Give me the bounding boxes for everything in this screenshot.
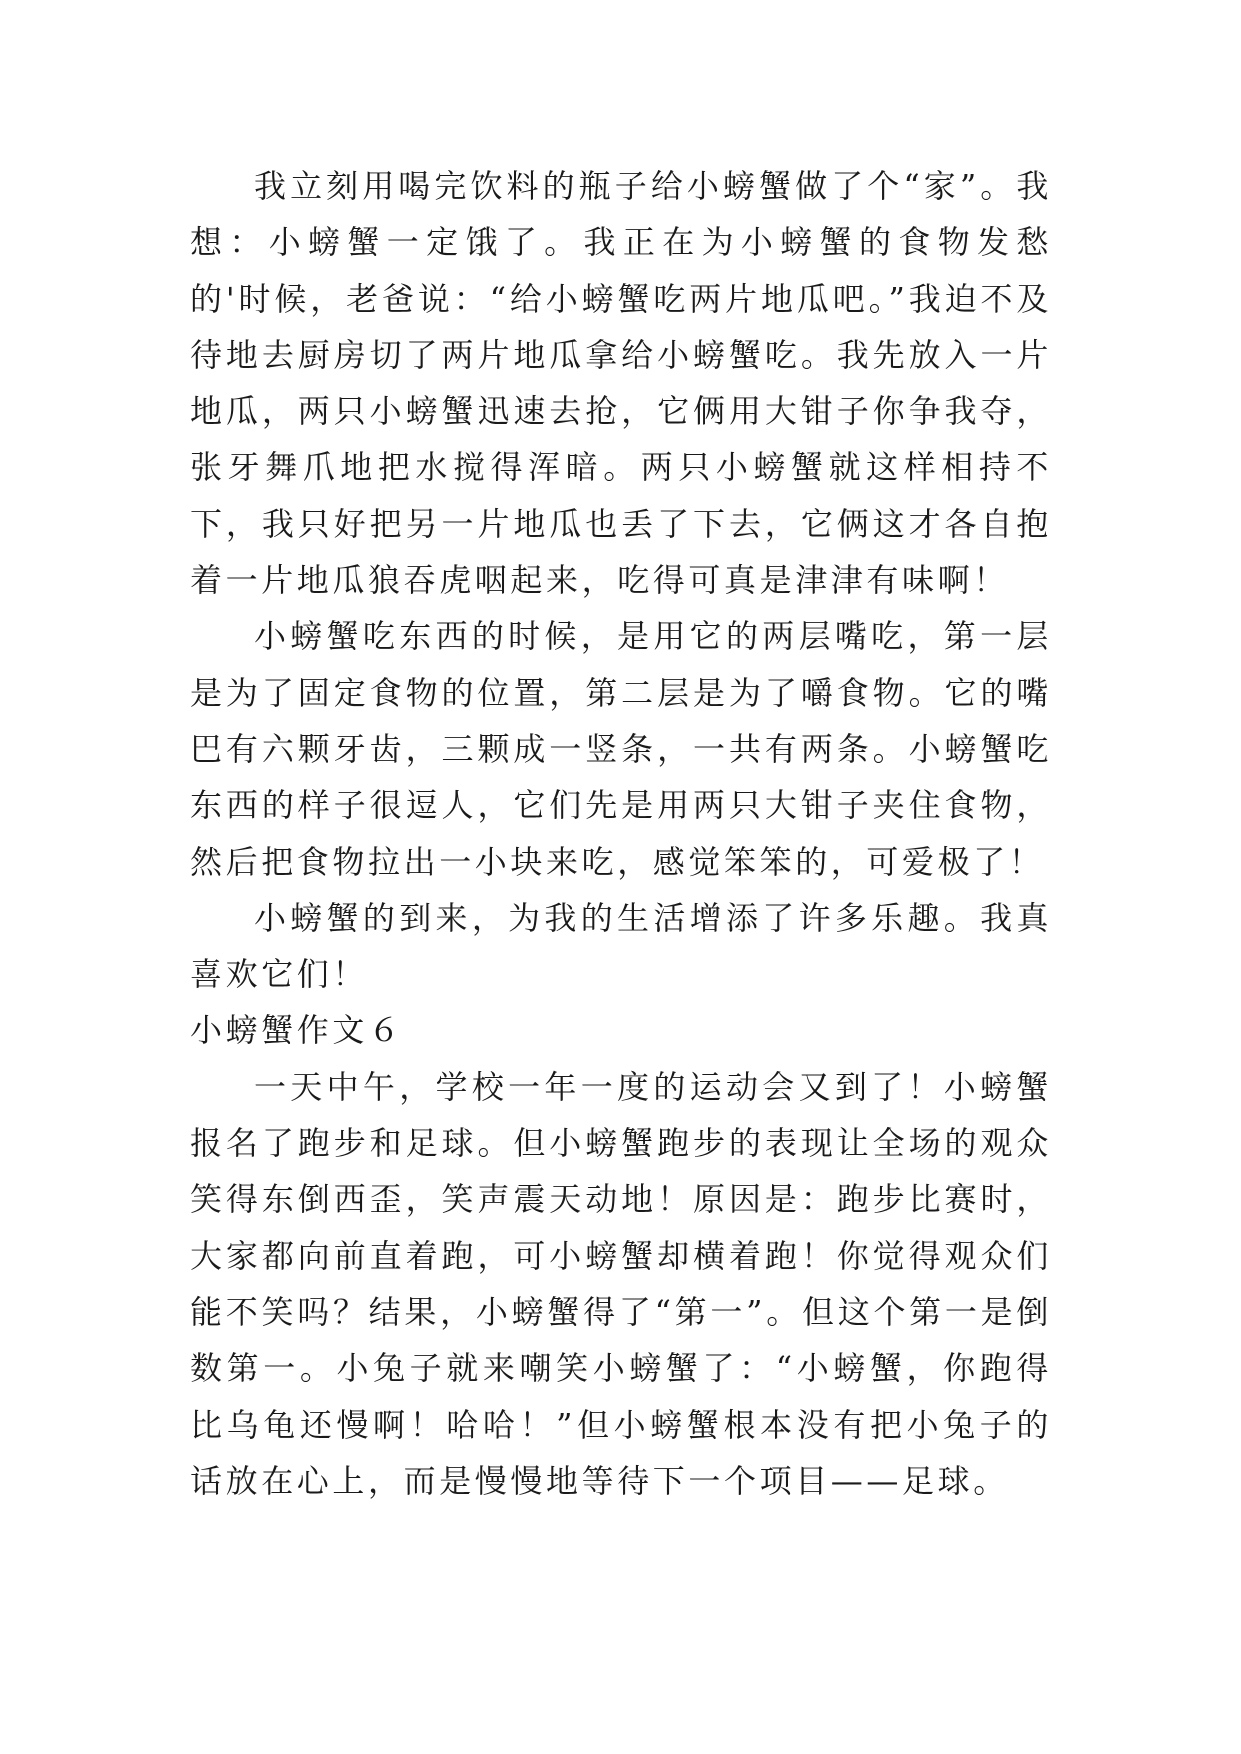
paragraph-crab-eating: 小螃蟹吃东西的时候，是用它的两层嘴吃，第一层是为了固定食物的位置，第二层是为了嚼食物。它的嘴巴有六颗牙齿，三颗成一竖条，一共有两条。小螃蟹吃东西的样子很逗人，它们先是用两只大钳子夹住食物，然后把食物拉出一小块来吃，感觉笨笨的，可爱极了！	[190, 617, 1052, 881]
paragraph-sports-day: 一天中午，学校一年一度的运动会又到了！小螃蟹报名了跑步和足球。但小螃蟹跑步的表现让全场的观众笑得东倒西歪，笑声震天动地！原因是：跑步比赛时，大家都向前直着跑，可小螃蟹却横着跑！你觉得观众们能不笑吗？结果，小螃蟹得了“第一”。但这个第一是倒数第一。小兔子就来嘲笑小螃蟹了：“小螃蟹，你跑得比乌龟还慢啊！哈哈！”但小螃蟹根本没有把小兔子的话放在心上，而是慢慢地等待下一个项目——足球。	[190, 1067, 1052, 1500]
paragraph-crab-feeding: 我立刻用喝完饮料的瓶子给小螃蟹做了个“家”。我想：小螃蟹一定饿了。我正在为小螃蟹的食物发愁的'时候，老爸说：“给小螃蟹吃两片地瓜吧。”我迫不及待地去厨房切了两片地瓜拿给小螃蟹吃。我先放入一片地瓜，两只小螃蟹迅速去抢，它俩用大钳子你争我夺，张牙舞爪地把水搅得浑暗。两只小螃蟹就这样相持不下，我只好把另一片地瓜也丢了下去，它俩这才各自抱着一片地瓜狼吞虎咽起来，吃得可真是津津有味啊！	[190, 167, 1052, 600]
essay-heading: 小螃蟹作文６	[190, 1011, 404, 1050]
document-body	[190, 158, 1052, 1509]
paragraph-crab-conclusion: 小螃蟹的到来，为我的生活增添了许多乐趣。我真喜欢它们！	[190, 898, 1052, 994]
